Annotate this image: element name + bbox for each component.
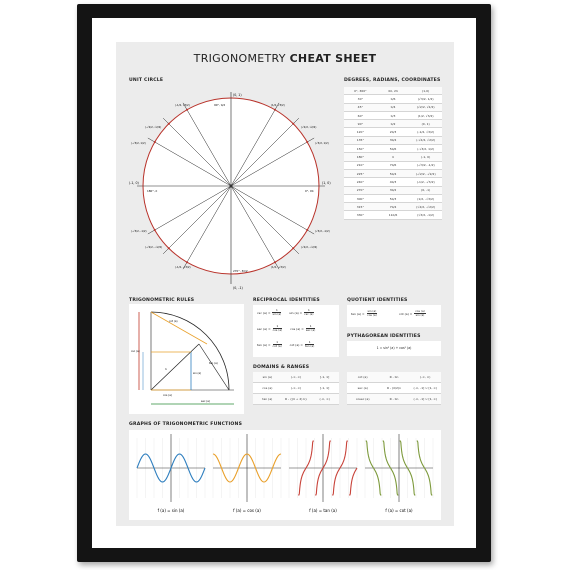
degrees-table <box>344 87 442 220</box>
graph-tan <box>289 434 357 513</box>
circle-point <box>292 247 294 249</box>
domain-row <box>347 372 441 383</box>
circle-point <box>154 141 156 143</box>
circle-point <box>168 247 170 249</box>
graph-cot <box>365 434 433 513</box>
point-bottom: (0, -1) <box>233 286 243 290</box>
degree-cell: 180° <box>356 155 364 160</box>
degrees-row <box>344 178 442 186</box>
domain-cell: R - πn <box>389 375 399 379</box>
q3-coord-3: (-1/2, -√3/2) <box>175 266 191 269</box>
degree-cell: 45° <box>357 105 363 110</box>
degrees-row <box>344 104 442 112</box>
q2-coord-1: (-1/2, √3/2) <box>175 104 190 107</box>
radian-cell: π/4 <box>390 105 396 110</box>
radian-cell: π <box>392 155 394 160</box>
heading-degrees: DEGREES, RADIANS, COORDINATES <box>344 78 441 83</box>
degree-cell: 330° <box>356 213 364 218</box>
degrees-row <box>344 153 442 161</box>
radian-cell: 2π/3 <box>389 130 397 135</box>
q3-coord-2: (-√2/2, -√2/2) <box>145 246 163 249</box>
degree-cell: 150° <box>356 146 364 151</box>
degree-cell: 135° <box>356 138 364 143</box>
graph-curve <box>349 468 357 495</box>
svg-text:tan (a): tan (a) <box>209 362 218 365</box>
coord-cell: (0, -1) <box>421 188 431 193</box>
graph-label: f (a) = cos (a) <box>233 508 261 513</box>
coord-cell: (-√2/2, -√2/2) <box>415 171 436 176</box>
domain-row <box>253 383 339 394</box>
degrees-row <box>344 87 442 95</box>
graph-label: f (a) = cot (a) <box>385 508 413 513</box>
radian-cell: 11π/6 <box>388 213 398 218</box>
radian-cell: π/6 <box>390 96 396 101</box>
function-cell: cos (a) <box>262 386 273 390</box>
quotient-row: tan (a) = $\frac{\sin (a)}{\cos (a)}$ <box>351 309 377 318</box>
range-cell: [-1, 1] <box>320 375 330 379</box>
q4-coord-2: (√2/2, -√2/2) <box>301 246 318 249</box>
heading-reciprocal: RECIPROCAL IDENTITIES <box>253 298 320 303</box>
range-cell: (-∞, -1] ∪ [1, ∞) <box>413 386 438 390</box>
radian-cell: π/3 <box>390 113 396 118</box>
graphs-panel <box>129 430 441 520</box>
domain-row <box>253 372 339 383</box>
pythagorean-identity <box>347 341 441 356</box>
domain-row <box>253 394 339 405</box>
graphs-svg <box>129 430 441 520</box>
range-cell: (-∞, ∞) <box>420 375 431 379</box>
degree-cell: 300° <box>356 196 364 201</box>
radian-cell: 4π/3 <box>389 179 397 184</box>
degrees-row <box>344 95 442 103</box>
degree-cell: 60° <box>357 113 363 118</box>
radian-cell: 7π/4 <box>389 204 397 209</box>
poster-title: TRIGONOMETRY CHEAT SHEET <box>193 52 377 65</box>
heading-graphs: GRAPHS OF TRIGONOMETRIC FUNCTIONS <box>129 422 243 427</box>
radian-cell: 5π/3 <box>389 196 397 201</box>
pythagorean-formula: 1 = sin² (a) + cos² (a) <box>376 346 412 350</box>
degree-cell: 225° <box>356 171 364 176</box>
graph-sin <box>137 434 205 513</box>
radian-cell: 7π/6 <box>389 163 397 168</box>
coord-cell: (1/2, √3/2) <box>417 113 434 118</box>
domain-cell: R - πn <box>389 397 399 401</box>
domain-row <box>347 383 441 394</box>
radian-cell: 5π/4 <box>389 171 397 176</box>
domain-row <box>347 394 441 405</box>
degree-cell: 240° <box>356 179 364 184</box>
circle-point <box>186 109 188 111</box>
degrees-row <box>344 170 442 178</box>
function-cell: cosec (a) <box>355 397 370 401</box>
degree-cell: 0°, 360° <box>354 88 367 93</box>
circle-point <box>306 229 308 231</box>
coord-cell: (1/2, -√3/2) <box>417 196 435 201</box>
function-cell: sec (a) <box>357 386 368 390</box>
heading-quotient: QUOTIENT IDENTITIES <box>347 298 408 303</box>
heading-domains: DOMAINS & RANGES <box>253 365 310 370</box>
domains-table-right <box>347 372 441 405</box>
degrees-row <box>344 195 442 203</box>
angle-0-label: 0°, 0π <box>305 189 314 193</box>
degrees-row <box>344 187 442 195</box>
degree-cell: 270° <box>356 188 364 193</box>
coord-cell: (-√3/2, -1/2) <box>416 163 435 168</box>
coord-cell: (-√2/2, √2/2) <box>416 138 436 143</box>
q1-coord-2: (√2/2, √2/2) <box>301 126 317 129</box>
trig-rules-diagram <box>129 304 244 414</box>
range-cell: [-1, 1] <box>320 386 330 390</box>
domains-table-left <box>253 372 339 405</box>
circle-point <box>154 229 156 231</box>
circle-point <box>274 261 276 263</box>
reciprocal-row: tan (a) = $\frac{1}{\cot (a)}$ cot (a) = $\frac{1}{\tan (a)}$ <box>257 340 315 349</box>
q4-coord-3: (1/2, -√3/2) <box>271 266 286 269</box>
svg-text:cos (a): cos (a) <box>163 394 172 397</box>
coord-cell: (√3/2, 1/2) <box>417 96 434 101</box>
degree-cell: 90° <box>357 121 363 126</box>
circle-point <box>186 261 188 263</box>
coord-cell: (-1/2, -√3/2) <box>416 179 435 184</box>
circle-point <box>274 109 276 111</box>
degrees-row <box>344 211 442 219</box>
degree-cell: 210° <box>356 163 364 168</box>
q1-coord-1: (1/2, √3/2) <box>271 104 285 107</box>
coord-cell: (√2/2, -√2/2) <box>416 204 436 209</box>
heading-pythagorean: PYTHAGOREAN IDENTITIES <box>347 334 421 339</box>
svg-text:cot (a): cot (a) <box>169 320 178 323</box>
radian-cell: π/2 <box>390 121 396 126</box>
coord-cell: (-1, 0) <box>421 155 431 160</box>
domain-cell: R - {(π ÷ 2) k} <box>284 397 308 401</box>
function-cell: sin (a) <box>262 375 273 379</box>
domain-cell: (-∞, ∞) <box>290 375 302 379</box>
degrees-row <box>344 137 442 145</box>
degrees-row <box>344 162 442 170</box>
graph-cos <box>213 434 281 513</box>
graph-label: f (a) = tan (a) <box>309 508 337 513</box>
coord-cell: (0, 1) <box>421 121 430 126</box>
radian-cell: 5π/6 <box>389 146 397 151</box>
unit-circle-diagram <box>129 86 339 291</box>
range-cell: (-∞, -1] ∪ [1, ∞) <box>413 397 438 401</box>
point-top: (0, 1) <box>233 93 242 97</box>
quotient-row: cot (a) = $\frac{\cos (a)}{\sin (a)}$ <box>399 309 425 318</box>
q2-coord-2: (-√2/2, √2/2) <box>145 126 162 129</box>
coord-cell: (√3/2, -1/2) <box>417 213 435 218</box>
degrees-row <box>344 112 442 120</box>
function-cell: tan (a) <box>262 397 273 401</box>
reciprocal-row: csc (a) = $\frac{1}{\sin (a)}$ sin (a) = $\frac{1}{\csc (a)}$ <box>257 308 314 317</box>
heading-rules: TRIGONOMETRIC RULES <box>129 298 195 303</box>
coord-cell: (√2/2, √2/2) <box>416 105 435 110</box>
heading-unit-circle: UNIT CIRCLE <box>129 78 164 83</box>
svg-text:sec (a): sec (a) <box>201 400 210 403</box>
point-right: (1, 0) <box>322 181 331 185</box>
angle-90-label: 90°, π/2 <box>214 103 226 107</box>
quotient-identities <box>347 305 441 327</box>
graph-label: f (a) = sin (a) <box>157 508 185 513</box>
degrees-row <box>344 145 442 153</box>
radian-cell: 3π/4 <box>389 138 397 143</box>
domain-cell: (-∞, ∞) <box>290 386 302 390</box>
degree-cell: 315° <box>356 204 364 209</box>
svg-text:sin (a): sin (a) <box>193 372 202 375</box>
q3-coord-1: (-√3/2, -1/2) <box>131 230 147 233</box>
reciprocal-identities <box>253 305 339 357</box>
coord-cell: (-1/2, √3/2) <box>417 130 435 135</box>
degrees-row <box>344 128 442 136</box>
q1-coord-3: (√3/2, 1/2) <box>315 142 329 145</box>
radian-cell: 0π, 2π <box>388 88 398 93</box>
coord-cell: (1,0) <box>422 88 430 93</box>
function-cell: cot (a) <box>357 375 368 379</box>
q2-coord-3: (-√3/2, 1/2) <box>131 142 146 145</box>
domain-cell: R - (π/2)n <box>386 386 402 390</box>
degrees-row <box>344 120 442 128</box>
radian-cell: 3π/2 <box>389 188 397 193</box>
svg-text:1: 1 <box>165 367 167 371</box>
point-left: (-1, 0) <box>129 181 139 185</box>
reciprocal-row: sec (a) = $\frac{1}{\cos (a)}$ cos (a) = $\frac{1}{\sec (a)}$ <box>257 324 316 333</box>
circle-point <box>292 123 294 125</box>
degree-cell: 120° <box>356 130 364 135</box>
svg-text:csc (a): csc (a) <box>131 350 140 353</box>
circle-point <box>168 123 170 125</box>
circle-point <box>306 141 308 143</box>
q4-coord-1: (√3/2, -1/2) <box>315 230 330 233</box>
range-cell: (-∞, ∞) <box>319 397 330 401</box>
coord-cell: (-√3/2, 1/2) <box>417 146 435 151</box>
angle-180-label: 180°, π <box>147 189 158 193</box>
poster <box>116 42 454 526</box>
degree-cell: 30° <box>357 96 363 101</box>
angle-270-label: 270°, 3π/2 <box>233 269 248 273</box>
degrees-row <box>344 203 442 211</box>
